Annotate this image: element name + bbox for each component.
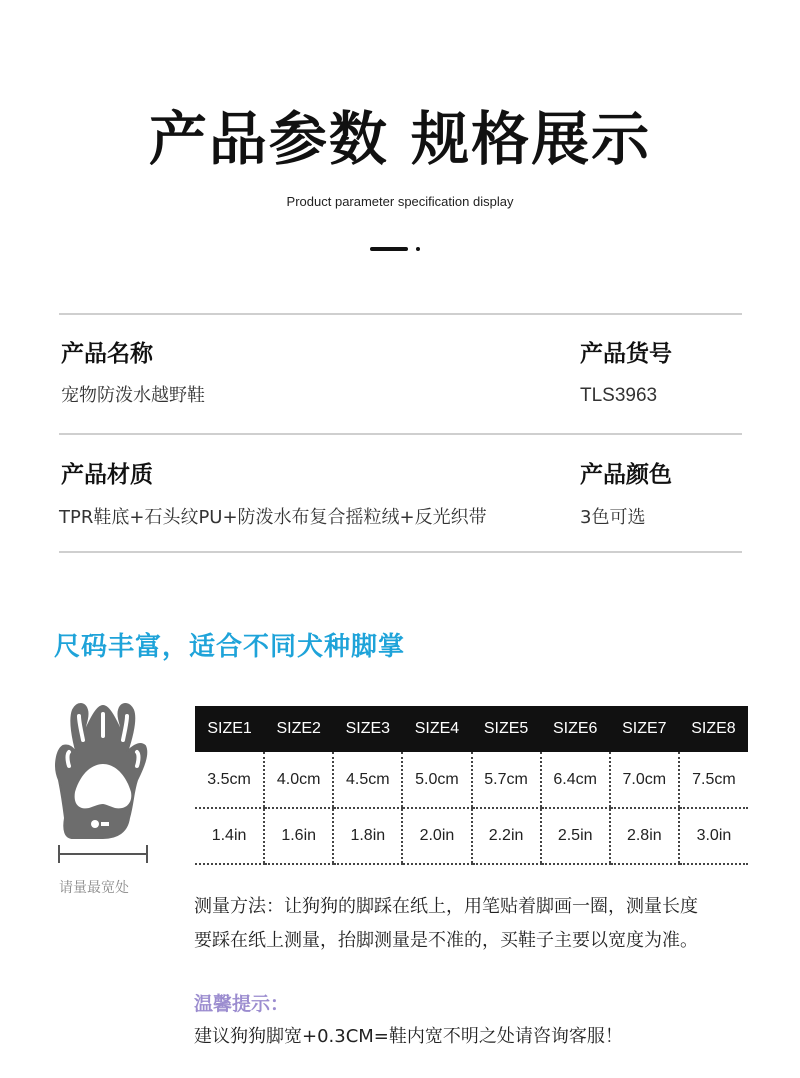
product-name-value: 宠物防泼水越野鞋: [61, 385, 205, 406]
size-inch-cell: 1.8in: [333, 808, 402, 864]
tip-heading: 温馨提示：: [194, 993, 290, 1015]
size-header-cell: SIZE8: [679, 706, 748, 752]
product-code-label: 产品货号: [580, 341, 672, 367]
measure-line: 要踩在纸上测量，抬脚测量是不准的，买鞋子主要以宽度为准。: [194, 930, 698, 951]
size-inch-cell: 1.4in: [195, 808, 264, 864]
size-cm-cell: 6.4cm: [541, 752, 610, 808]
size-header-cell: SIZE5: [472, 706, 541, 752]
product-material-label: 产品材质: [61, 462, 153, 488]
size-inch-row: [195, 808, 748, 864]
paw-print-icon: [55, 700, 151, 840]
size-header-cell: SIZE6: [541, 706, 610, 752]
product-code-value: TLS3963: [580, 385, 658, 406]
size-inch-cell: 2.0in: [402, 808, 471, 864]
size-cm-row: [195, 752, 748, 808]
size-header-cell: SIZE4: [402, 706, 471, 752]
size-header-cell: SIZE1: [195, 706, 264, 752]
size-cm-cell: 7.5cm: [679, 752, 748, 808]
size-cm-cell: 4.0cm: [264, 752, 333, 808]
size-header-cell: SIZE3: [333, 706, 402, 752]
product-name-label: 产品名称: [61, 341, 153, 367]
title-decoration: [370, 246, 420, 252]
decoration-dot: [416, 247, 420, 251]
size-header-cell: SIZE7: [610, 706, 679, 752]
measure-line: 测量方法：让狗狗的脚踩在纸上，用笔贴着脚画一圈，测量长度: [194, 896, 698, 917]
decoration-dash: [370, 247, 408, 251]
size-inch-cell: 1.6in: [264, 808, 333, 864]
size-inch-cell: 2.5in: [541, 808, 610, 864]
divider: [59, 551, 742, 553]
page-title: 产品参数 规格展示: [148, 105, 652, 173]
size-cm-cell: 5.7cm: [472, 752, 541, 808]
size-inch-cell: 2.2in: [472, 808, 541, 864]
paw-caption: 请量最宽处: [59, 880, 129, 896]
divider: [59, 313, 742, 315]
size-inch-cell: 2.8in: [610, 808, 679, 864]
size-cm-cell: 7.0cm: [610, 752, 679, 808]
width-ruler-icon: [57, 843, 149, 865]
size-heading: 尺码丰富，适合不同犬种脚掌: [54, 632, 406, 662]
size-inch-cell: 3.0in: [679, 808, 748, 864]
divider: [59, 433, 742, 435]
page-subtitle: Product parameter specification display: [286, 194, 514, 209]
tip-body: 建议狗狗脚宽+0.3CM=鞋内宽不明之处请咨询客服！: [194, 1026, 623, 1047]
product-material-value: TPR鞋底+石头纹PU+防泼水布复合摇粒绒+反光织带: [59, 507, 487, 528]
size-cm-cell: 5.0cm: [402, 752, 471, 808]
size-header-row: [195, 706, 748, 752]
size-cm-cell: 3.5cm: [195, 752, 264, 808]
size-cm-cell: 4.5cm: [333, 752, 402, 808]
measure-instructions: [194, 890, 784, 958]
product-color-label: 产品颜色: [580, 462, 672, 488]
size-table: [195, 706, 748, 865]
size-header-cell: SIZE2: [264, 706, 333, 752]
product-color-value: 3色可选: [580, 507, 646, 528]
